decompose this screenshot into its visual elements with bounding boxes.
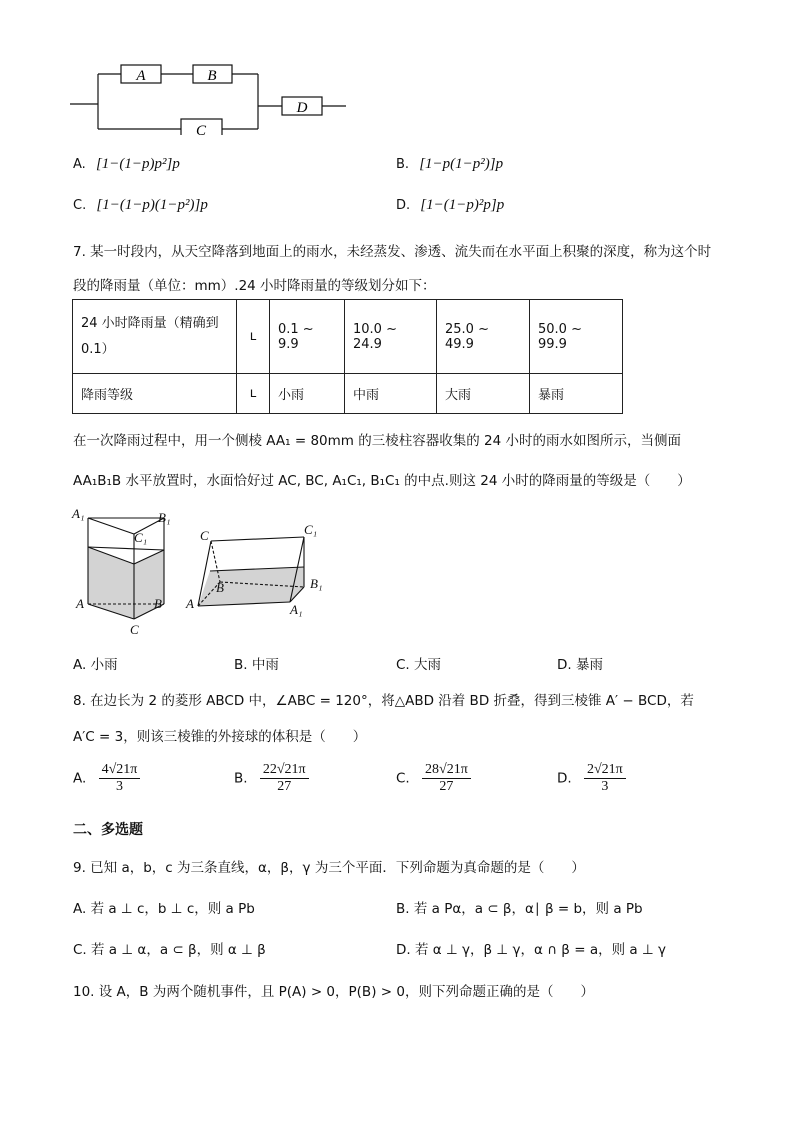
- q6-option-a-letter: A.: [73, 157, 86, 172]
- q8-option-c[interactable]: [396, 762, 471, 795]
- label-a: A: [76, 596, 84, 611]
- row1-label-a: 24 小时降雨量（精确到: [81, 315, 219, 331]
- table-cell: 25.0 ~ 49.9: [437, 300, 530, 374]
- q10-stem: 10. 设 A，B 为两个随机事件，且 P(A) > 0，P(B) > 0，则下列命题正确的是（ ）: [73, 984, 594, 1000]
- q8-option-a[interactable]: [73, 762, 140, 795]
- q8-option-b-fraction: [260, 762, 309, 795]
- q8-option-c-letter: C.: [396, 770, 410, 787]
- q7-option-a[interactable]: A. 小雨: [73, 657, 118, 673]
- table-cell: 大雨: [437, 374, 530, 414]
- table-cell: 暴雨: [530, 374, 623, 414]
- fraction-denominator: 27: [277, 779, 292, 794]
- q7-stem-line3: 在一次降雨过程中，用一个侧棱 AA₁ = 80mm 的三棱柱容器收集的 24 小时的雨水如图所示，当侧面: [73, 433, 681, 449]
- table-row: [73, 374, 623, 414]
- q6-option-d[interactable]: [396, 197, 504, 214]
- q8-option-a-letter: A.: [73, 770, 87, 787]
- label-r-c1: C₁: [304, 522, 318, 537]
- q9-stem: 9. 已知 a，b，c 为三条直线，α，β，γ 为三个平面．下列命题为真命题的是（ ）: [73, 860, 585, 876]
- q7-option-d[interactable]: D. 暴雨: [557, 657, 603, 673]
- fraction-denominator: 3: [601, 779, 609, 794]
- rainfall-table: [72, 299, 623, 414]
- q7-stem-line1: 7. 某一时段内，从天空降落到地面上的雨水，未经蒸发、渗透、流失而在水平面上积聚的深度，称为这个时: [73, 244, 712, 260]
- label-b: B: [154, 596, 162, 611]
- q8-stem-line2: A′C = 3，则该三棱锥的外接球的体积是（ ）: [73, 729, 367, 745]
- fraction-numerator: 28√21π: [422, 762, 471, 779]
- label-r-b1: B₁: [310, 576, 323, 591]
- q6-option-b[interactable]: [396, 156, 503, 173]
- q9-option-b[interactable]: B. 若 a Pα，a ⊂ β，α∣ β = b，则 a Pb: [396, 901, 643, 917]
- q8-option-b-letter: B.: [234, 770, 248, 787]
- q7-option-c[interactable]: C. 大雨: [396, 657, 442, 673]
- q6-option-c-letter: C.: [73, 198, 87, 213]
- table-cell: 50.0 ~ 99.9: [530, 300, 623, 374]
- label-b1: B₁: [158, 510, 171, 525]
- table-row: [73, 300, 623, 374]
- table-cell: 中雨: [345, 374, 437, 414]
- block-d-label: D: [296, 100, 308, 116]
- table-cell: 10.0 ~ 24.9: [345, 300, 437, 374]
- q9-option-d[interactable]: D. 若 α ⊥ γ，β ⊥ γ，α ∩ β = a，则 a ⊥ γ: [396, 942, 666, 958]
- q9-option-a[interactable]: A. 若 a ⊥ c，b ⊥ c，则 a Pb: [73, 901, 255, 917]
- q6-option-d-expr: [1−(1−p)²p]p: [420, 197, 505, 213]
- q8-option-a-fraction: [99, 762, 141, 795]
- table-cell-label: 降雨等级: [73, 374, 237, 414]
- row1-label-b: 0.1）: [81, 341, 115, 357]
- q7-stem-line2: 段的降雨量（单位：mm）.24 小时降雨量的等级划分如下：: [73, 278, 436, 294]
- q8-option-c-fraction: [422, 762, 471, 795]
- q8-option-d-fraction: [584, 762, 626, 795]
- label-c: C: [130, 622, 139, 637]
- label-r-a: A: [186, 596, 194, 611]
- label-a1: A₁: [72, 506, 85, 521]
- table-cell-mark: ʟ: [237, 300, 270, 374]
- q6-option-a[interactable]: [73, 156, 180, 173]
- q7-option-b[interactable]: B. 中雨: [234, 657, 279, 673]
- q6-option-c-expr: [1−(1−p)(1−p²)]p: [96, 197, 208, 213]
- table-cell: 小雨: [270, 374, 345, 414]
- fraction-denominator: 27: [439, 779, 454, 794]
- q8-option-d-letter: D.: [557, 770, 572, 787]
- section-heading: 二、多选题: [73, 822, 143, 838]
- block-a-label: A: [136, 68, 146, 84]
- table-cell: 0.1 ~ 9.9: [270, 300, 345, 374]
- q7-stem-line4: AA₁B₁B 水平放置时，水面恰好过 AC, BC, A₁C₁, B₁C₁ 的中点.则这 24 小时的降雨量的等级是（ ）: [73, 473, 691, 489]
- label-r-a1: A₁: [290, 602, 303, 617]
- q8-stem-line1: 8. 在边长为 2 的菱形 ABCD 中，∠ABC = 120°，将△ABD 沿着 BD 折叠，得到三棱锥 A′ − BCD，若: [73, 693, 694, 709]
- fraction-numerator: 4√21π: [99, 762, 141, 779]
- label-r-b: B: [216, 580, 224, 595]
- block-b-label: B: [207, 68, 217, 84]
- label-r-c: C: [200, 528, 209, 543]
- q6-option-c[interactable]: [73, 197, 208, 214]
- prism-figures: [70, 500, 340, 642]
- table-cell-label: [73, 300, 237, 374]
- label-c1: C₁: [134, 530, 148, 545]
- block-c-label: C: [195, 123, 207, 135]
- q6-option-d-letter: D.: [396, 198, 411, 213]
- circuit-diagram: [70, 60, 350, 135]
- table-cell-mark: ʟ: [237, 374, 270, 414]
- q8-option-d[interactable]: [557, 762, 626, 795]
- fraction-numerator: 2√21π: [584, 762, 626, 779]
- fraction-denominator: 3: [115, 779, 123, 794]
- q6-option-a-expr: [1−(1−p)p²]p: [95, 156, 180, 172]
- q8-option-b[interactable]: [234, 762, 309, 795]
- fraction-numerator: 22√21π: [260, 762, 309, 779]
- q6-option-b-letter: B.: [396, 157, 410, 172]
- q9-option-c[interactable]: C. 若 a ⊥ α，a ⊂ β，则 α ⊥ β: [73, 942, 266, 958]
- q6-option-b-expr: [1−p(1−p²)]p: [419, 156, 504, 172]
